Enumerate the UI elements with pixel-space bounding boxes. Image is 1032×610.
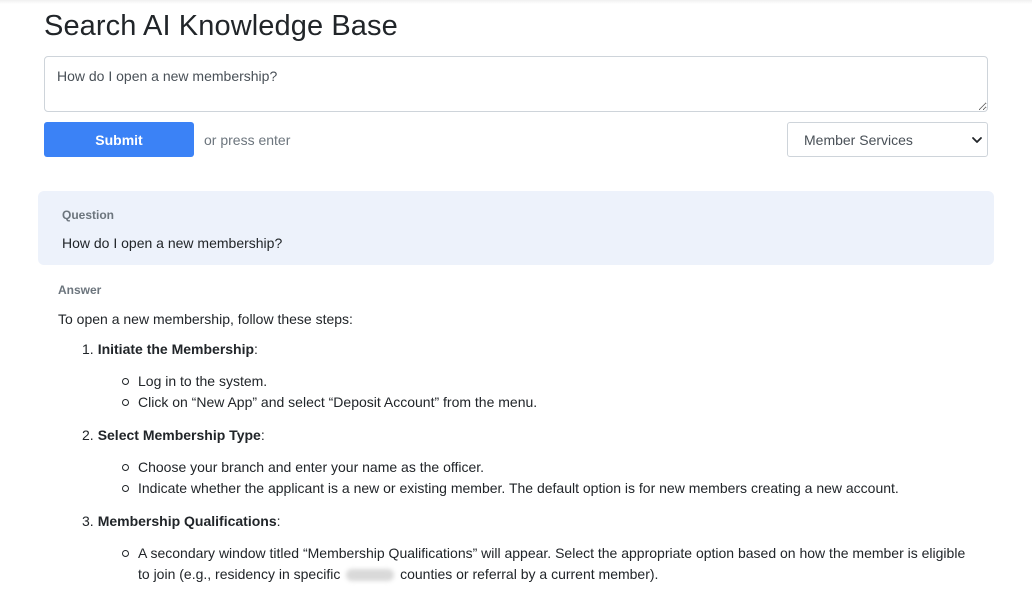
question-text: How do I open a new membership? [62, 235, 283, 251]
substep-text: A secondary window titled “Membership Qualifications” will appear. Select the appropriate option based on how the member is eligible to join (e.g., residency in specific [138, 545, 966, 582]
top-shadow [0, 0, 1032, 4]
search-query-input[interactable] [44, 56, 988, 112]
answer-steps [58, 341, 978, 585]
step-number: 2. [82, 427, 94, 443]
submit-button[interactable]: Submit [44, 122, 194, 157]
step-substeps [122, 457, 978, 499]
step-heading [82, 513, 978, 529]
step-number: 3. [82, 513, 94, 529]
category-select-value: Member Services [804, 132, 913, 148]
step-substeps [122, 543, 978, 585]
press-enter-hint: or press enter [204, 132, 291, 148]
chevron-down-icon [971, 134, 983, 146]
step-heading [82, 427, 978, 443]
answer-intro: To open a new membership, follow these steps: [58, 311, 353, 327]
category-select[interactable] [787, 122, 988, 157]
step-title: Select Membership Type [97, 427, 261, 443]
substep-item [122, 543, 978, 585]
step-suffix: : [254, 341, 258, 357]
substep-text-continued: counties or referral by a current member). [400, 566, 659, 582]
step-title: Membership Qualifications [97, 513, 277, 529]
step-substeps [122, 371, 978, 413]
step-item [58, 341, 978, 413]
question-label: Question [62, 208, 115, 222]
step-suffix: : [260, 427, 265, 443]
page-title: Search AI Knowledge Base [44, 10, 398, 42]
step-item [58, 513, 978, 585]
step-title: Initiate the Membership [97, 341, 255, 357]
step-number: 1. [82, 341, 94, 357]
redacted-text [346, 569, 394, 581]
answer-panel [58, 283, 978, 599]
substep-item: Log in to the system. [122, 371, 978, 392]
question-panel [38, 191, 994, 265]
answer-label: Answer [58, 283, 102, 297]
substep-item: Choose your branch and enter your name as the officer. [122, 457, 978, 478]
substep-item: Indicate whether the applicant is a new or existing member. The default option is for new members creating a new account. [122, 478, 978, 499]
step-suffix: : [276, 513, 281, 529]
substep-item: Click on “New App” and select “Deposit Account” from the menu. [122, 392, 978, 413]
step-heading [82, 341, 978, 357]
step-item [58, 427, 978, 499]
